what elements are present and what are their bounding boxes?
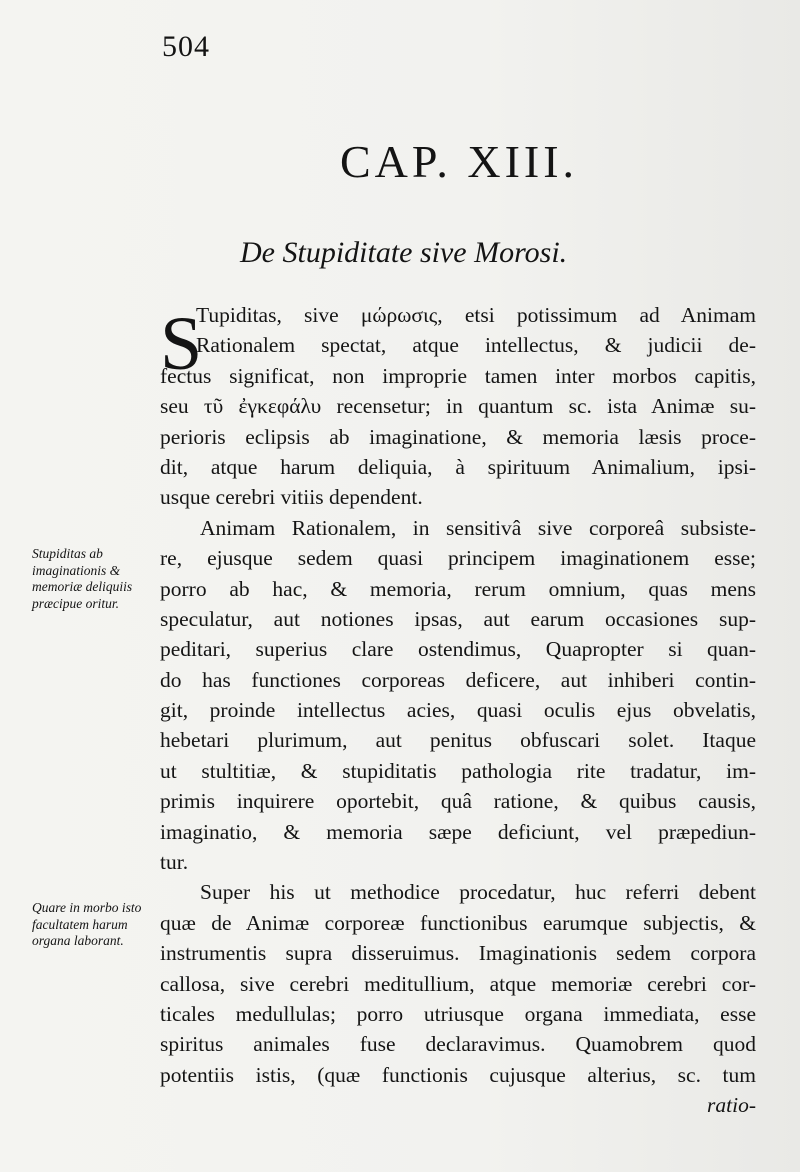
- text-line: ticales medullulas; porro utriusque organa immediata, esse: [160, 1001, 756, 1026]
- text-line: potentiis istis, (quæ functionis cujusque alterius, sc. tum: [160, 1062, 756, 1087]
- text-line: quæ de Animæ corporeæ functionibus earumque subjectis, &: [160, 910, 756, 935]
- paragraph-3: [160, 877, 756, 1120]
- margin-note: Quare in morbo isto facultatem harum organa laborant.: [32, 900, 142, 948]
- text-line: spiritus animales fuse declaravimus. Quamobrem quod: [160, 1032, 756, 1057]
- text-line: porro ab hac, & memoria, rerum omnium, quas mens: [160, 576, 756, 601]
- text-line: git, proinde intellectus acies, quasi oculis ejus obvelatis,: [160, 698, 756, 723]
- text-line: perioris eclipsis ab imaginatione, & memoria læsis proce-: [160, 424, 756, 449]
- text-line: primis inquirere oportebit, quâ ratione, & quibus causis,: [160, 789, 756, 814]
- text-line: do has functiones corporeas deficere, aut inhiberi contin-: [160, 667, 756, 692]
- text-line: dit, atque harum deliquia, à spirituum Animalium, ipsi-: [160, 454, 756, 479]
- catchword: ratio-: [707, 1093, 756, 1118]
- paragraph-1: [160, 300, 756, 513]
- margin-note: Stupiditas ab imaginationis & memoriæ deliquiis præcipue oritur.: [32, 546, 133, 611]
- text-line: speculatur, aut notiones ipsas, aut earum occasiones sup-: [160, 606, 756, 631]
- text-line: usque cerebri vitiis dependent.: [160, 485, 423, 510]
- text-line: ut stultitiæ, & stupiditatis pathologia rite tradatur, im-: [160, 758, 756, 783]
- page-number: 504: [162, 30, 210, 63]
- chapter-subtitle: De Stupiditate sive Morosi.: [240, 236, 568, 269]
- text-line: re, ejusque sedem quasi principem imaginationem esse;: [160, 546, 756, 571]
- text-line: Tupiditas, sive μώρωσις, etsi potissimum ad Animam: [196, 303, 756, 327]
- paragraph-2: [160, 513, 756, 878]
- text-line: callosa, sive cerebri meditullium, atque memoriæ cerebri cor-: [160, 971, 756, 996]
- text-line: Animam Rationalem, in sensitivâ sive corporeâ subsiste-: [200, 515, 756, 540]
- drop-cap: S: [160, 302, 203, 386]
- text-line: peditari, superius clare ostendimus, Quapropter si quan-: [160, 637, 756, 662]
- text-line: Rationalem spectat, atque intellectus, & judicii de-: [196, 333, 756, 358]
- text-line: Super his ut methodice procedatur, huc referri debent: [200, 880, 756, 905]
- text-line: imaginatio, & memoria sæpe deficiunt, vel præpediun-: [160, 819, 756, 844]
- text-line: hebetari plurimum, aut penitus obfuscari solet. Itaque: [160, 728, 756, 753]
- text-line: instrumentis supra disseruimus. Imaginationis sedem corpora: [160, 941, 756, 966]
- text-line: tur.: [160, 850, 189, 875]
- chapter-title: CAP. XIII.: [340, 136, 579, 187]
- text-line: seu τῦ ἐγκεφάλυ recensetur; in quantum sc. ista Animæ su-: [160, 394, 756, 419]
- body-text: [160, 300, 756, 1121]
- text-line: fectus significat, non improprie tamen inter morbos capitis,: [160, 363, 756, 388]
